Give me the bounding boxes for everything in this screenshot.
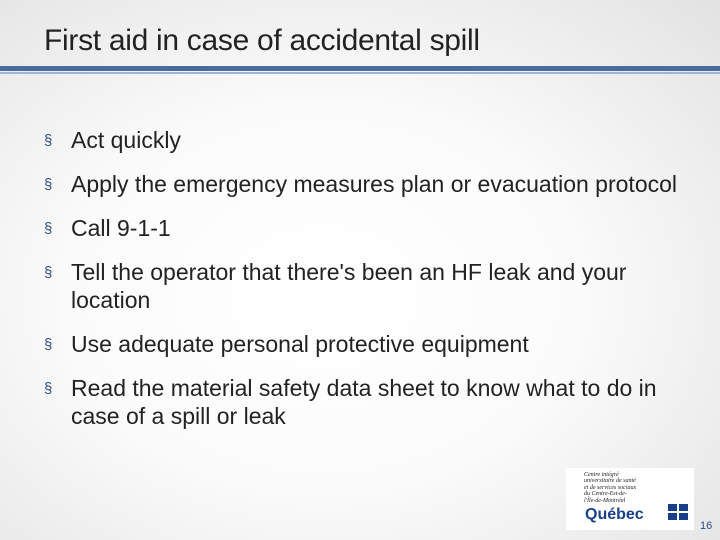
- bullet-item: [44, 170, 684, 198]
- bullet-item: [44, 374, 684, 430]
- logo-caption: [584, 472, 636, 504]
- logo-line: universitaire de santé: [584, 478, 636, 485]
- bullet-item: [44, 214, 684, 242]
- logo-wordmark: Québec: [585, 506, 644, 523]
- quebec-flag-icon: [668, 504, 688, 520]
- bullet-item: [44, 330, 684, 358]
- page-number: 16: [700, 520, 713, 532]
- bullet-marker-icon: §: [44, 380, 53, 397]
- logo-line: l'Île-de-Montréal: [584, 497, 626, 504]
- slide-title: First aid in case of accidental spill: [44, 24, 480, 57]
- bullet-text: Tell the operator that there's been an HF leak and your location: [71, 259, 627, 313]
- logo-line: Centre intégré: [584, 472, 619, 478]
- logo-line: du Centre-Est-de-: [584, 491, 627, 498]
- bullet-text: Read the material safety data sheet to know what to do in case of a spill or leak: [71, 375, 657, 429]
- bullet-marker-icon: §: [44, 220, 53, 237]
- title-rule: [0, 66, 720, 71]
- bullet-item: [44, 258, 684, 314]
- bullet-marker-icon: §: [44, 132, 53, 149]
- bullet-marker-icon: §: [44, 336, 53, 353]
- bullet-text: Use adequate personal protective equipment: [71, 331, 529, 357]
- bullet-list: [44, 126, 684, 446]
- bullet-item: [44, 126, 684, 154]
- title-rule-accent: [0, 72, 720, 74]
- bullet-marker-icon: §: [44, 176, 53, 193]
- logo-line: et de services sociaux: [584, 484, 637, 491]
- bullet-text: Act quickly: [71, 127, 181, 153]
- bullet-text: Call 9-1-1: [71, 215, 171, 241]
- bullet-marker-icon: §: [44, 264, 53, 281]
- bullet-text: Apply the emergency measures plan or evacuation protocol: [71, 171, 678, 197]
- organization-logo: [566, 468, 694, 530]
